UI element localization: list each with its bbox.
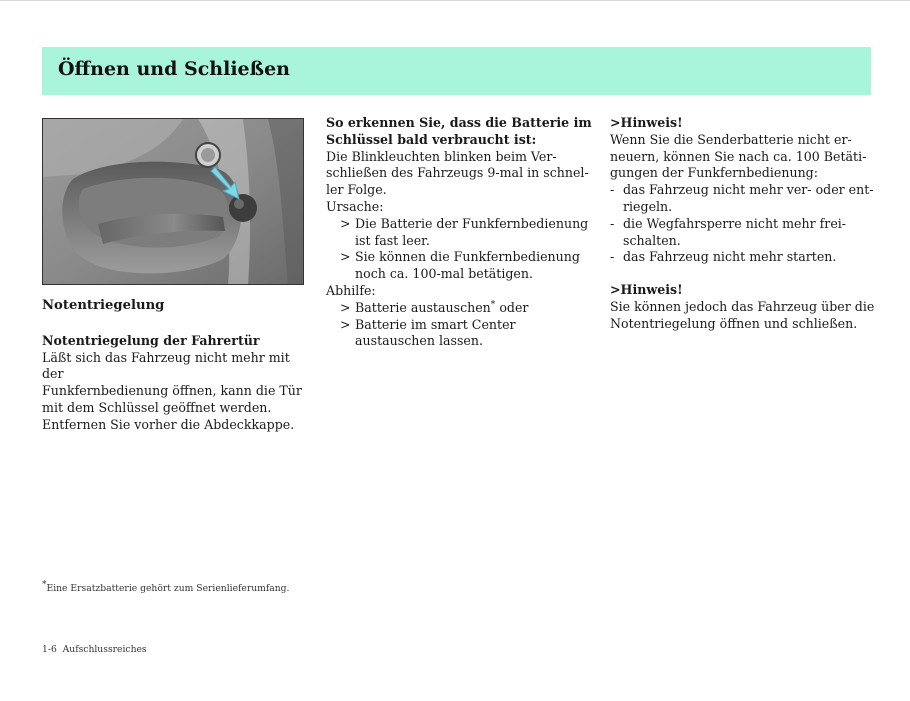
note-heading: >Hinweis! — [610, 115, 683, 130]
list-item-line: Sie können die Funkfernbedienung — [355, 249, 580, 265]
cause-label: Ursache: — [326, 198, 384, 214]
page-top-border — [0, 0, 910, 1]
list-marker: > — [340, 215, 351, 231]
list-marker: > — [340, 299, 351, 315]
list-item-line: riegeln. — [623, 198, 673, 214]
paragraph-line: Läßt sich das Fahrzeug nicht mehr mit der — [42, 349, 290, 382]
list-item — [326, 216, 594, 250]
page-footer — [42, 644, 147, 655]
spacer — [610, 266, 878, 282]
page-number: 1-6 — [42, 644, 57, 655]
column-notes — [610, 115, 878, 333]
note-line: neuern, können Sie nach ca. 100 Betäti- — [610, 148, 867, 164]
list-item-line: austauschen lassen. — [355, 333, 483, 349]
intro-line: schließen des Fahrzeugs 9-mal in schnel- — [326, 165, 589, 181]
list-marker: - — [610, 182, 615, 198]
title-bar — [42, 47, 871, 95]
column-emergency-release — [42, 298, 312, 434]
door-handle-photo — [42, 118, 304, 285]
list-item-line: Batterie im smart Center — [355, 316, 516, 332]
intro-line: Die Blinkleuchten blinken beim Ver- — [326, 148, 557, 164]
footnote-text: Eine Ersatzbatterie gehört zum Serienlieferumfang. — [46, 583, 290, 594]
battery-heading-line: So erkennen Sie, dass die Batterie im — [326, 115, 592, 130]
intro-line: ler Folge. — [326, 182, 387, 198]
remedy-label: Abhilfe: — [326, 282, 376, 298]
battery-heading-line: Schlüssel bald verbraucht ist: — [326, 131, 537, 147]
list-item-line: oder — [499, 299, 529, 315]
list-marker: - — [610, 215, 615, 231]
note-line: Sie können jedoch das Fahrzeug über die — [610, 298, 875, 314]
list-item-line: Batterie austauschen — [355, 299, 491, 315]
footnote-mark: * — [490, 299, 496, 310]
list-item-line: das Fahrzeug nicht mehr starten. — [623, 249, 837, 265]
list-marker: > — [340, 316, 351, 332]
footnote — [42, 579, 290, 594]
list-item — [326, 317, 594, 351]
remedy-list — [326, 300, 594, 350]
chapter-name: Aufschlussreiches — [62, 644, 147, 655]
list-item-line: Die Batterie der Funkfernbedienung — [355, 215, 589, 231]
note-heading: >Hinweis! — [610, 282, 683, 298]
note-line: gungen der Funkfernbedienung: — [610, 165, 818, 181]
note-line: Wenn Sie die Senderbatterie nicht er- — [610, 131, 852, 147]
list-item-line: ist fast leer. — [355, 232, 430, 248]
list-item — [326, 249, 594, 283]
door-handle-illustration — [43, 119, 304, 285]
cause-list — [326, 216, 594, 283]
column-battery-status — [326, 115, 594, 350]
page-title: Öffnen und Schließen — [58, 58, 290, 80]
list-marker: - — [610, 249, 615, 265]
list-item-line: die Wegfahrsperre nicht mehr frei- — [623, 215, 847, 231]
list-item — [610, 216, 878, 250]
paragraph-line: mit dem Schlüssel geöffnet werden. — [42, 399, 272, 415]
note-line: Notentriegelung öffnen und schließen. — [610, 315, 858, 331]
list-item-line: das Fahrzeug nicht mehr ver- oder ent- — [623, 182, 874, 198]
list-item-line: noch ca. 100-mal betätigen. — [355, 266, 534, 282]
consequence-list — [610, 182, 878, 266]
list-item — [326, 300, 594, 317]
list-item — [610, 182, 878, 216]
subheading-driver-door: Notentriegelung der Fahrertür — [42, 332, 260, 348]
paragraph-line: Entfernen Sie vorher die Abdeckkappe. — [42, 416, 295, 432]
list-marker: > — [340, 249, 351, 265]
paragraph-line: Funkfernbedienung öffnen, kann die Tür — [42, 383, 302, 399]
list-item — [610, 249, 878, 266]
section-heading-notentriegelung: Notentriegelung — [42, 298, 165, 313]
footnote-mark: * — [42, 579, 47, 590]
list-item-line: schalten. — [623, 232, 681, 248]
